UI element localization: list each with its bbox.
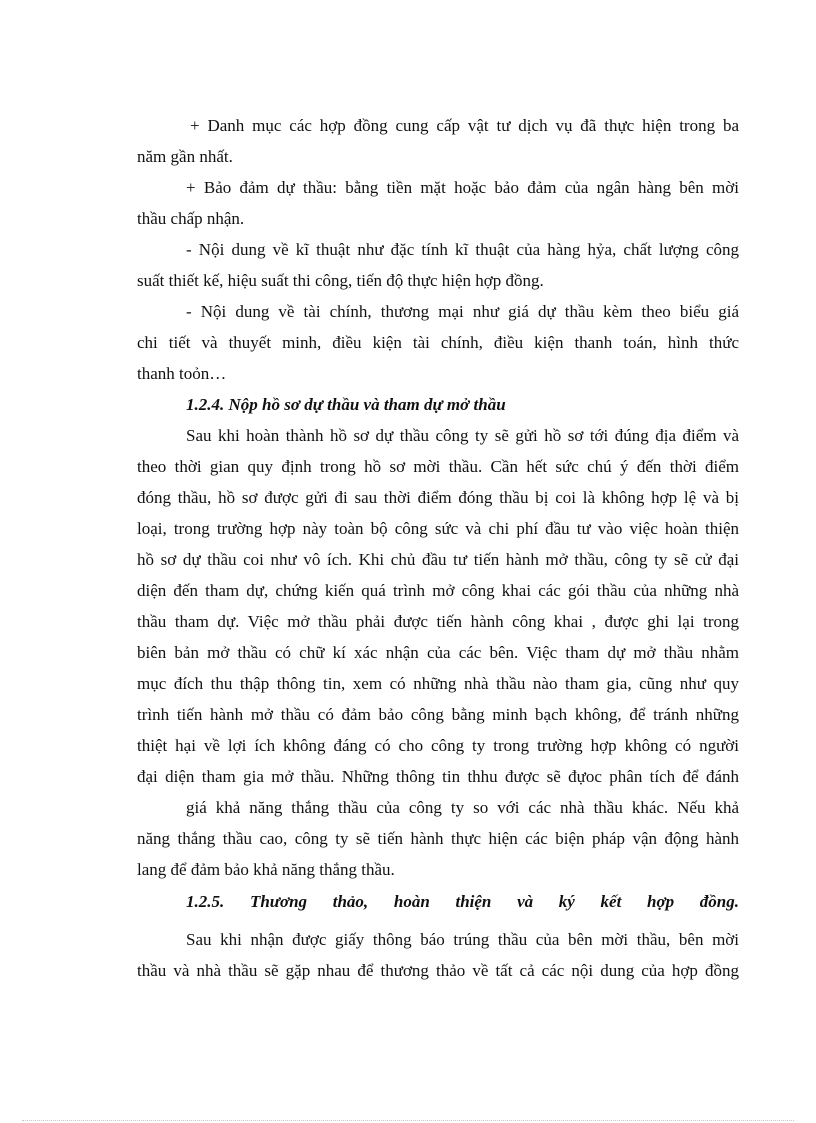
text-line: đóng thầu, hồ sơ được gửi đi sau thời điểm đóng thầu bị coi là không hợp lệ và bị [137,488,739,507]
text-line: loại, trong trường hợp này toàn bộ công sức và chi phí đầu tư vào việc hoàn thiện [137,519,739,538]
text-line: lang để đảm bảo khả năng thắng thầu. [137,860,395,879]
text-line: - Nội dung về kĩ thuật như đặc tính kĩ thuật của hàng hỷa, chất lượng công [186,240,739,259]
text-line: năng thắng thầu cao, công ty sẽ tiến hành thực hiện các biện pháp vận động hành [137,829,739,848]
text-line: chi tiết và thuyết minh, điều kiện tài chính, điều kiện thanh toán, hình thức [137,333,739,352]
text-line: biên bản mở thầu có chữ kí xác nhận của các bên. Việc tham dự mở thầu nhằm [137,643,739,662]
text-line: diện đến tham dự, chứng kiến quá trình mở công khai các gói thầu của những nhà [137,581,739,600]
text-line: - Nội dung về tài chính, thương mại như giá dự thầu kèm theo biểu giá [186,302,739,321]
page-bottom-border [22,1120,794,1121]
text-line: Sau khi nhận được giấy thông báo trúng thầu của bên mời thầu, bên mời [186,930,739,949]
text-line: thầu và nhà thầu sẽ gặp nhau để thương thảo về tất cả các nội dung của hợp đồng [137,961,739,980]
text-line: mục đích thu thập thông tin, xem có những nhà thầu nào tham gia, cũng như quy [137,674,739,693]
text-line: thầu tham dự. Việc mở thầu phải được tiến hành công khai , được ghi lại trong [137,612,739,631]
text-line: hồ sơ dự thầu coi như vô ích. Khi chủ đầu tư tiến hành mở thầu, công ty sẽ cử đại [137,550,739,569]
text-line: trình tiến hành mở thầu có đảm bảo công bằng minh bạch không, để tránh những [137,705,739,724]
text-line: + Danh mục các hợp đồng cung cấp vật tư dịch vụ đã thực hiện trong ba [190,116,739,135]
section-heading: 1.2.5. Thương thảo, hoàn thiện và ký kết hợp đồng. [186,892,739,911]
text-line: thầu chấp nhận. [137,209,245,228]
text-line: theo thời gian quy định trong hồ sơ mời thầu. Cần hết sức chú ý đến thời điểm [137,457,739,476]
text-line: thanh toỏn… [137,364,227,383]
text-line: suất thiết kế, hiệu suất thi công, tiến độ thực hiện hợp đồng. [137,271,544,290]
text-line: năm gần nhất. [137,147,233,166]
text-line: + Bảo đảm dự thầu: bằng tiền mặt hoặc bảo đảm của ngân hàng bên mời [186,178,739,197]
text-line: đại diện tham gia mở thầu. Những thông tin thhu được sẽ đựoc phân tích để đánh [137,767,739,786]
text-line: Sau khi hoàn thành hồ sơ dự thầu công ty sẽ gửi hồ sơ tới đúng địa điểm và [186,426,739,445]
section-heading: 1.2.4. Nộp hồ sơ dự thầu và tham dự mở thầu [186,395,506,414]
text-line: thiệt hại về lợi ích không đáng có cho công ty trong trường hợp không có người [137,736,739,755]
text-line: giá khả năng thắng thầu của công ty so với các nhà thầu khác. Nếu khả [186,798,739,817]
